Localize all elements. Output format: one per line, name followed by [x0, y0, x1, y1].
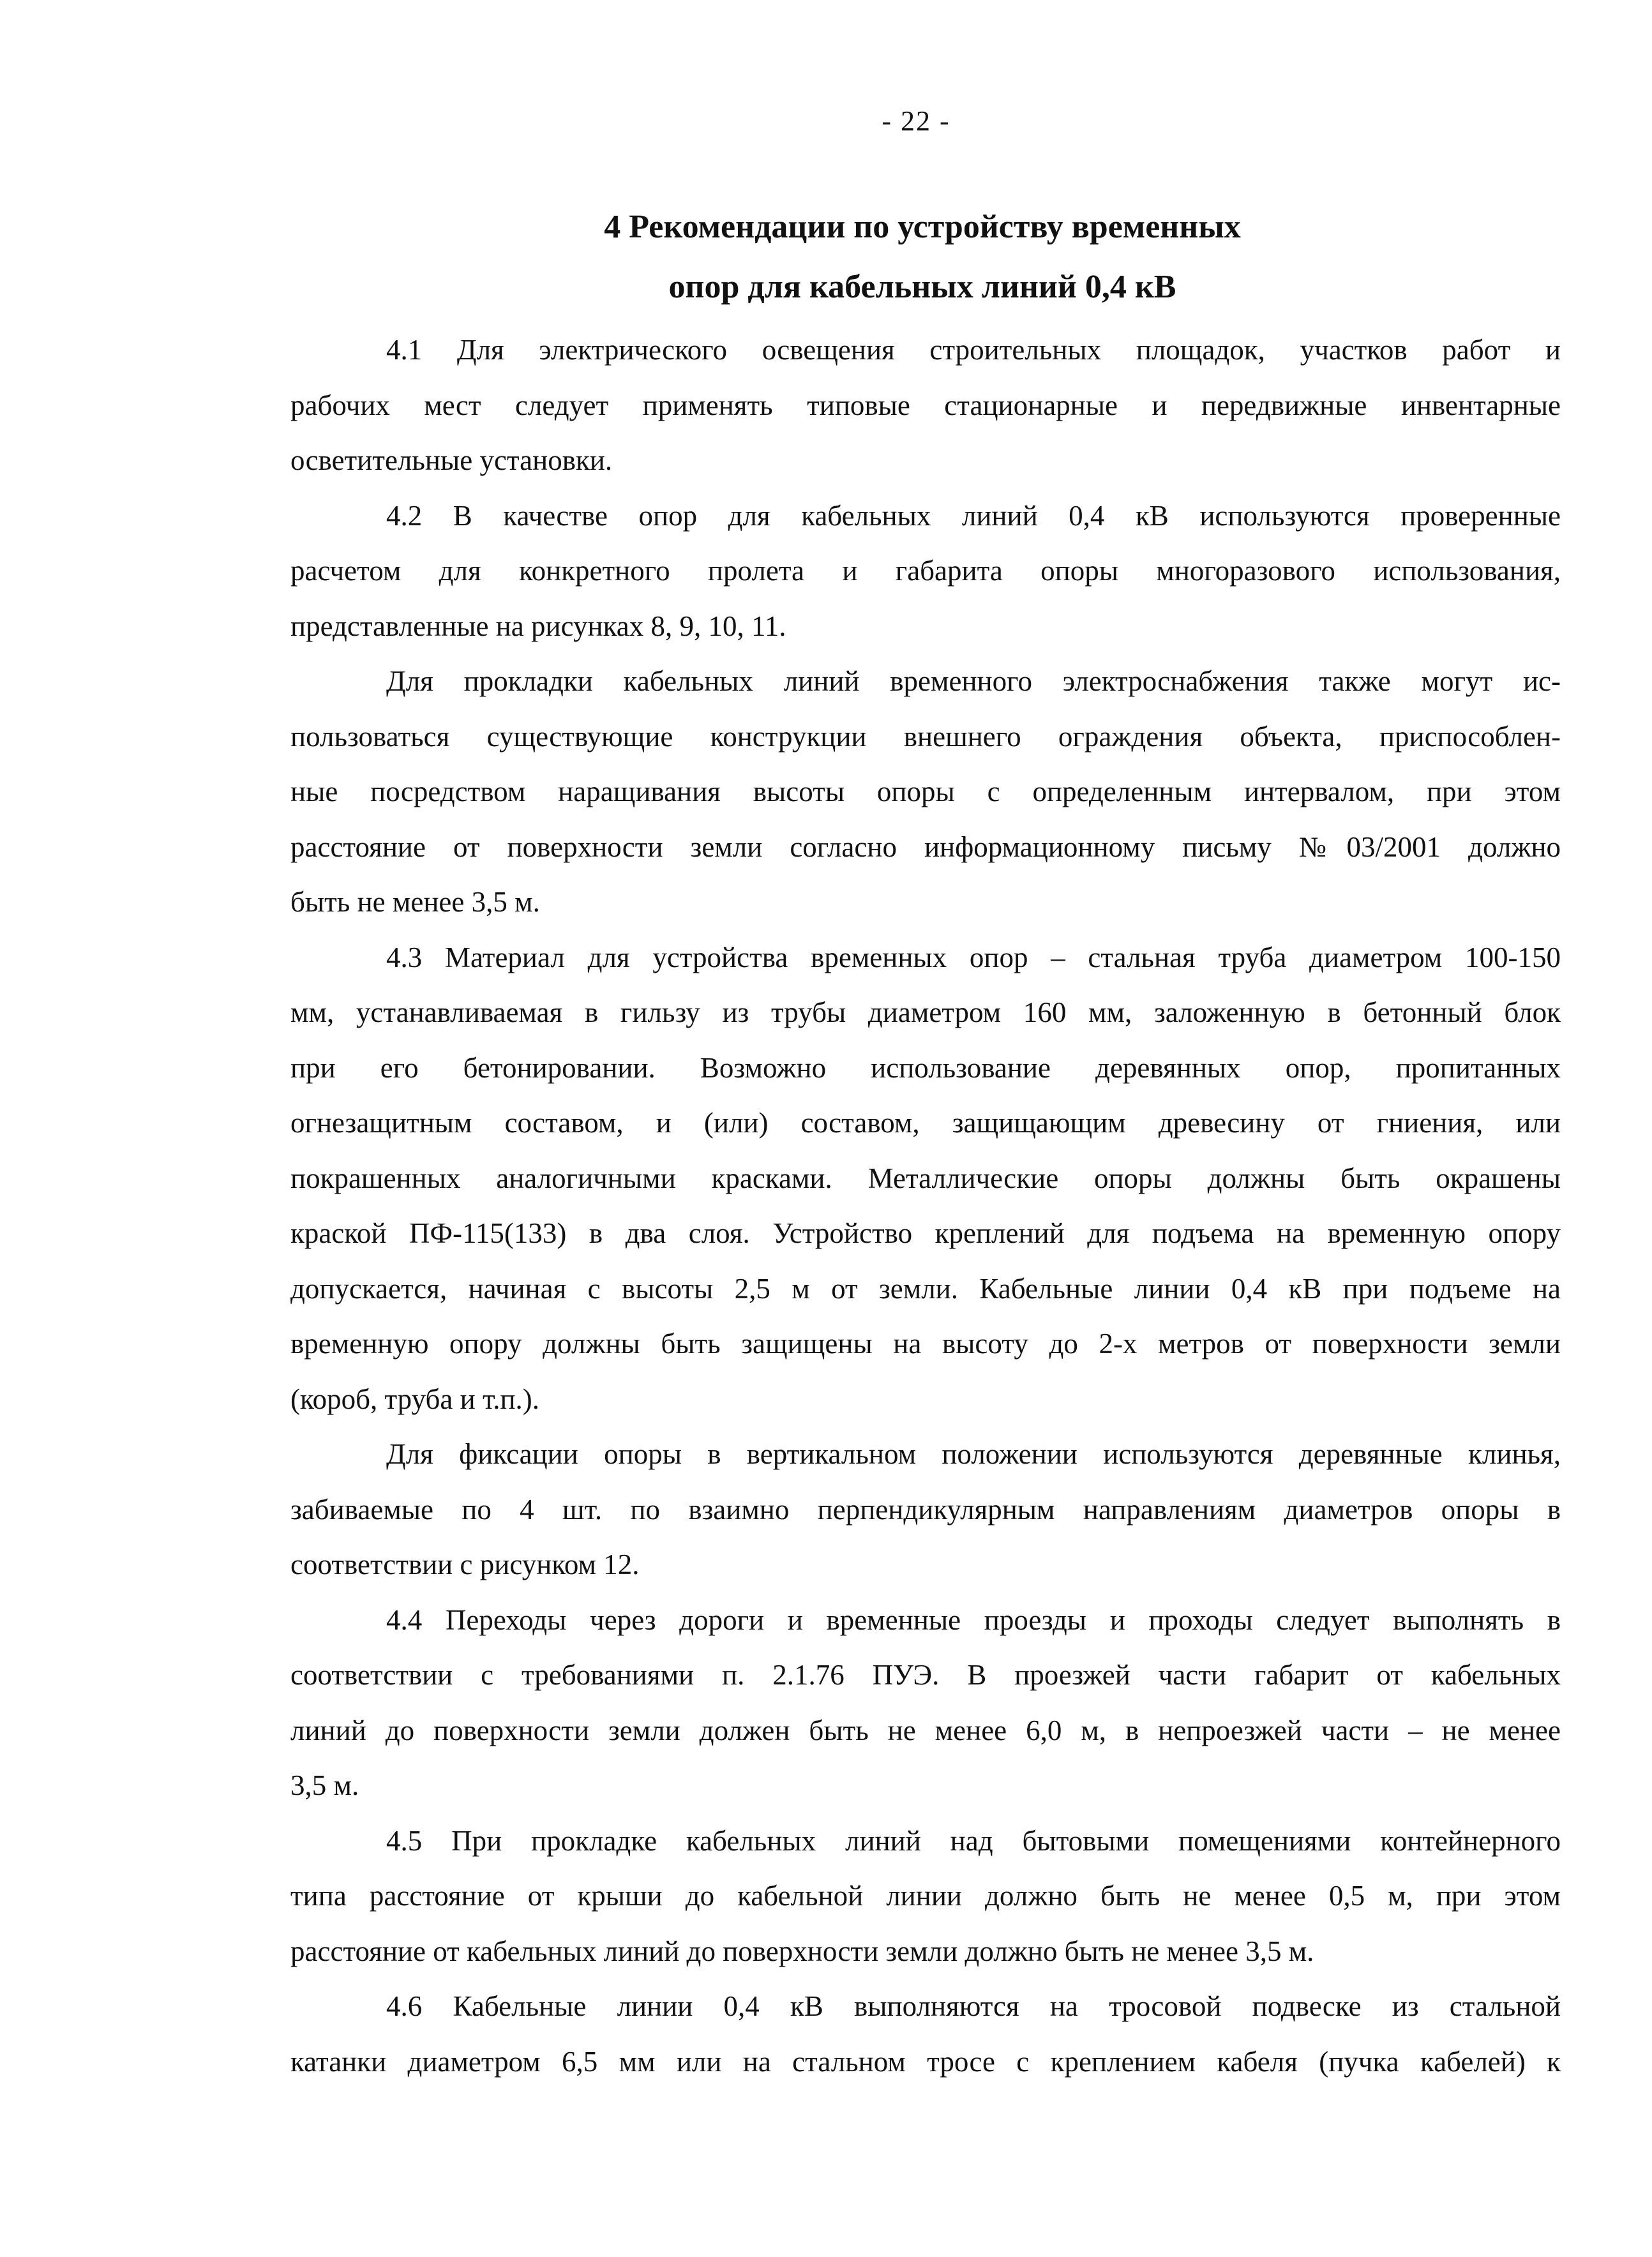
text-line: 3,5 м. — [290, 1769, 359, 1801]
paragraph-4-3-continued — [290, 1427, 1561, 1593]
text-line: 4.5 При прокладке кабельных линий над бытовыми помещениями контейнерного — [386, 1824, 1561, 1857]
text-line: типа расстояние от крыши до кабельной линии должно быть не менее 0,5 м, при этом — [290, 1880, 1561, 1912]
text-line: Для прокладки кабельных линий временного электроснабжения также могут ис- — [386, 665, 1561, 697]
text-line: при его бетонировании. Возможно использование деревянных опор, пропитанных — [290, 1051, 1561, 1084]
text-line: 4.2 В качестве опор для кабельных линий 0,4 кВ используются проверенные — [386, 499, 1561, 532]
section-title-line-2: опор для кабельных линий 0,4 кВ — [668, 269, 1176, 305]
page-number: - 22 - — [882, 105, 950, 137]
paragraph-4-6 — [290, 1979, 1561, 2089]
text-line: (короб, труба и т.п.). — [290, 1383, 540, 1415]
text-line: пользоваться существующие конструкции внешнего ограждения объекта, приспособлен- — [290, 720, 1561, 753]
text-line: мм, устанавливаемая в гильзу из трубы диаметром 160 мм, заложенную в бетонный блок — [290, 996, 1561, 1028]
text-line: расчетом для конкретного пролета и габарита опоры многоразового использования, — [290, 555, 1561, 587]
paragraph-4-1 — [290, 322, 1561, 488]
text-line: ные посредством наращивания высоты опоры с определенным интервалом, при этом — [290, 776, 1561, 807]
text-line: 4.1 Для электрического освещения строительных площадок, участков работ и — [386, 334, 1561, 366]
text-line: быть не менее 3,5 м. — [290, 886, 540, 918]
text-line: 4.3 Материал для устройства временных опор – стальная труба диаметром 100-150 — [386, 941, 1561, 973]
text-line: Для фиксации опоры в вертикальном положении используются деревянные клинья, — [386, 1438, 1561, 1470]
text-line: линий до поверхности земли должен быть не менее 6,0 м, в непроезжей части – не менее — [290, 1714, 1561, 1746]
text-line: расстояние от поверхности земли согласно информационному письму №03/2001 должно — [290, 830, 1561, 863]
text-line: допускается, начиная с высоты 2,5 м от земли. Кабельные линии 0,4 кВ при подъеме на — [290, 1272, 1561, 1305]
paragraph-4-2-continued — [290, 654, 1561, 930]
text-line: забиваемые по 4 шт. по взаимно перпендикулярным направлениям диаметров опоры в — [290, 1493, 1561, 1526]
text-line: соответствии с рисунком 12. — [290, 1548, 640, 1580]
paragraph-4-3 — [290, 930, 1561, 1427]
paragraph-4-2 — [290, 488, 1561, 654]
text-line: рабочих мест следует применять типовые стационарные и передвижные инвентарные — [290, 389, 1561, 421]
paragraph-4-4 — [290, 1593, 1561, 1813]
text-line: огнезащитным составом, и (или) составом, защищающим древесину от гниения, или — [290, 1107, 1561, 1139]
text-line: краской ПФ-115(133) в два слоя. Устройство креплений для подъема на временную опору — [290, 1217, 1561, 1249]
text-line: представленные на рисунках 8, 9, 10, 11. — [290, 610, 786, 642]
text-line: 4.4 Переходы через дороги и временные проезды и проходы следует выполнять в — [386, 1603, 1561, 1636]
body-text — [290, 322, 1561, 2089]
text-line: расстояние от кабельных линий до поверхности земли должно быть не менее 3,5 м. — [290, 1935, 1314, 1967]
text-line: покрашенных аналогичными красками. Металлические опоры должны быть окрашены — [290, 1162, 1561, 1194]
text-line: соответствии с требованиями п. 2.1.76 ПУЭ. В проезжей части габарит от кабельных — [290, 1659, 1561, 1691]
text-line: временную опору должны быть защищены на высоту до 2-х метров от поверхности земли — [290, 1328, 1561, 1360]
text-line: 4.6 Кабельные линии 0,4 кВ выполняются на тросовой подвеске из стальной — [386, 1990, 1561, 2022]
paragraph-4-5 — [290, 1813, 1561, 1979]
section-title-line-1: 4 Рекомендации по устройству временных — [604, 209, 1241, 245]
text-line: катанки диаметром 6,5 мм или на стальном тросе с креплением кабеля (пучка кабелей) к — [290, 2045, 1561, 2078]
text-line: осветительные установки. — [290, 444, 613, 476]
